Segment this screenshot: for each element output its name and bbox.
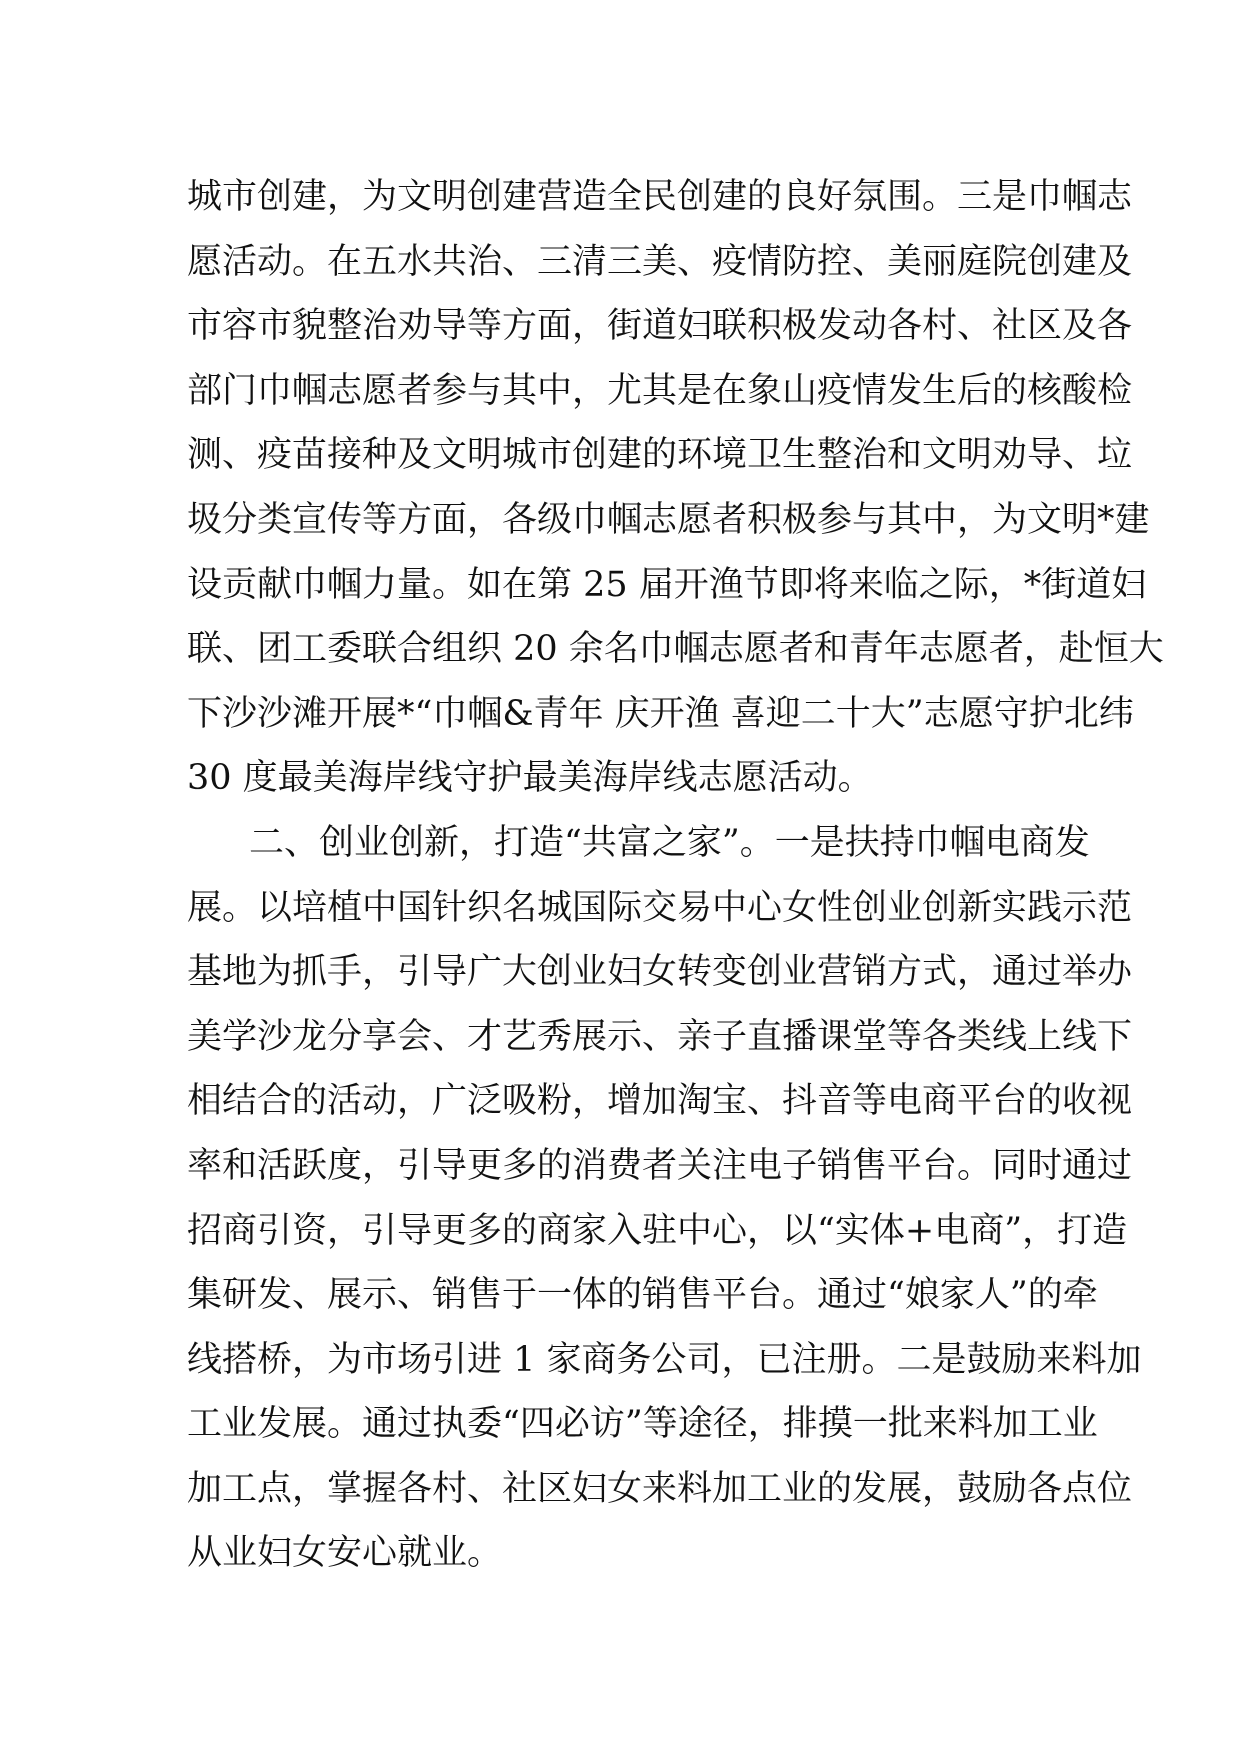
text-line: 美学沙龙分享会、才艺秀展示、亲子直播课堂等各类线上线下 — [187, 1016, 1133, 1057]
text-line: 招商引资，引导更多的商家入驻中心，以“实体+电商”，打造 — [187, 1210, 1128, 1251]
text-line: 愿活动。在五水共治、三清三美、疫情防控、美丽庭院创建及 — [187, 241, 1133, 282]
text-line: 市容市貌整治劝导等方面，街道妇联积极发动各村、社区及各 — [187, 306, 1133, 347]
text-line: 加工点，掌握各村、社区妇女来料加工业的发展，鼓励各点位 — [187, 1468, 1133, 1509]
text-line: 相结合的活动，广泛吸粉，增加淘宝、抖音等电商平台的收视 — [187, 1081, 1133, 1122]
text-line: 工业发展。通过执委“四必访”等途径，排摸一批来料加工业 — [187, 1404, 1098, 1445]
text-line: 线搭桥，为市场引进 1 家商务公司，已注册。二是鼓励来料加 — [187, 1339, 1142, 1380]
text-line: 圾分类宣传等方面，各级巾帼志愿者积极参与其中，为文明*建 — [187, 499, 1150, 540]
text-line: 30 度最美海岸线守护最美海岸线志愿活动。 — [187, 758, 873, 799]
text-line: 测、疫苗接种及文明城市创建的环境卫生整治和文明劝导、垃 — [187, 435, 1133, 476]
text-line: 城市创建，为文明创建营造全民创建的良好氛围。三是巾帼志 — [187, 177, 1133, 217]
text-line: 联、团工委联合组织 20 余名巾帼志愿者和青年志愿者，赴恒大 — [187, 629, 1164, 670]
text-line: 部门巾帼志愿者参与其中，尤其是在象山疫情发生后的核酸检 — [187, 370, 1133, 411]
text-line: 集研发、展示、销售于一体的销售平台。通过“娘家人”的牵 — [187, 1275, 1098, 1316]
text-line: 从业妇女安心就业。 — [187, 1533, 503, 1574]
text-line: 率和活跃度，引导更多的消费者关注电子销售平台。同时通过 — [187, 1145, 1133, 1186]
body-text — [187, 165, 1164, 1586]
text-line: 下沙沙滩开展*“巾帼&青年 庆开渔 喜迎二十大”志愿守护北纬 — [187, 693, 1134, 734]
text-line: 基地为抓手，引导广大创业妇女转变创业营销方式，通过举办 — [187, 952, 1133, 993]
text-line: 设贡献巾帼力量。如在第 25 届开渔节即将来临之际，*街道妇 — [187, 564, 1147, 605]
text-line: 展。以培植中国针织名城国际交易中心女性创业创新实践示范 — [187, 887, 1133, 928]
paragraph-start-line: 二、创业创新，打造“共富之家”。一是扶持巾帼电商发 — [249, 822, 1090, 863]
